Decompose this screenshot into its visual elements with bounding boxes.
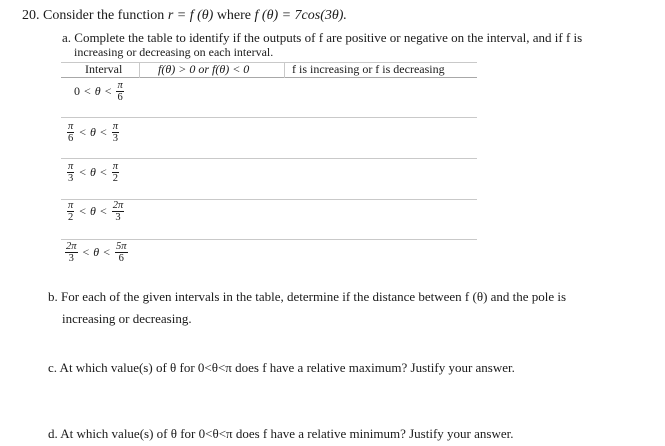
- fraction-numerator: π: [68, 121, 74, 132]
- part-b-line1: b. For each of the given intervals in the table, determine if the distance between f (θ) and the pole is: [48, 289, 567, 304]
- part-a-line1: a. Complete the table to identify if the outputs of f are positive or negative on the interval, and if f is: [62, 30, 583, 45]
- fraction-denominator: 3: [112, 133, 118, 144]
- interval-right-fraction: [112, 161, 119, 184]
- fraction-denominator: 3: [115, 212, 121, 223]
- less-than-symbol: <: [99, 165, 107, 179]
- fraction-numerator: 2π: [66, 241, 77, 252]
- header-interval: Interval: [85, 62, 123, 76]
- header-sign: f(θ) > 0 or f(θ) < 0: [158, 62, 250, 76]
- less-than-symbol: <: [79, 125, 87, 139]
- row-divider: [61, 158, 477, 159]
- interval-left-fraction: [67, 161, 74, 184]
- fraction-numerator: 2π: [112, 200, 124, 211]
- part-a-line2: increasing or decreasing on each interval.: [74, 45, 274, 59]
- fraction-denominator: 6: [68, 133, 74, 144]
- fraction-numerator: π: [112, 121, 118, 132]
- function-definition: r = f (θ): [167, 8, 214, 23]
- interval-left-value: 0: [74, 84, 80, 98]
- fraction-denominator: 3: [68, 173, 74, 184]
- less-than-symbol: <: [79, 204, 87, 218]
- fraction-denominator: 2: [68, 212, 74, 223]
- less-than-symbol: <: [103, 245, 110, 259]
- problem-statement: [22, 8, 347, 24]
- function-rule: f (θ) = 7cos(3θ).: [254, 8, 347, 23]
- less-than-symbol: <: [104, 84, 112, 98]
- part-b-line2: increasing or decreasing.: [62, 311, 192, 326]
- fraction-numerator: π: [68, 200, 74, 211]
- table-row: [74, 80, 125, 103]
- table-row: [66, 161, 120, 184]
- column-divider: [139, 62, 140, 78]
- fraction-denominator: 6: [118, 253, 124, 264]
- row-divider: [61, 117, 477, 118]
- column-divider: [284, 62, 285, 78]
- less-than-symbol: <: [84, 84, 91, 98]
- table-row: [66, 121, 120, 144]
- interval-right-fraction: [112, 200, 125, 223]
- table-header-border: [61, 77, 477, 78]
- fraction-denominator: 3: [68, 253, 74, 264]
- fraction-denominator: 2: [112, 173, 118, 184]
- interval-right-fraction: [112, 121, 119, 144]
- fraction-numerator: 5π: [115, 241, 127, 252]
- row-divider: [61, 239, 477, 240]
- interval-left-fraction: [67, 121, 74, 144]
- fraction-numerator: π: [112, 161, 118, 172]
- table-row: [66, 200, 125, 223]
- theta-symbol: θ: [90, 204, 96, 218]
- fraction-denominator: 6: [117, 92, 123, 103]
- interval-left-fraction: [67, 200, 74, 223]
- fraction-numerator: π: [117, 80, 123, 91]
- part-c-question: c. At which value(s) of θ for 0<θ<π does f have a relative maximum? Justify your answer.: [48, 360, 515, 375]
- less-than-symbol: <: [82, 245, 90, 259]
- where-word: where: [216, 8, 252, 23]
- theta-symbol: θ: [94, 84, 101, 98]
- theta-symbol: θ: [90, 165, 96, 179]
- header-behavior: f is increasing or f is decreasing: [292, 62, 445, 76]
- less-than-symbol: <: [99, 125, 107, 139]
- theta-symbol: θ: [90, 125, 96, 139]
- part-d-question: d. At which value(s) of θ for 0<θ<π does f have a relative minimum? Justify your answer.: [48, 426, 514, 441]
- interval-right-fraction: [116, 80, 123, 103]
- table-row: [64, 241, 129, 264]
- theta-symbol: θ: [93, 245, 100, 259]
- interval-left-fraction: [65, 241, 78, 264]
- fraction-numerator: π: [68, 161, 74, 172]
- problem-intro: Consider the function: [43, 8, 165, 23]
- less-than-symbol: <: [79, 165, 87, 179]
- problem-number: 20.: [22, 8, 40, 23]
- less-than-symbol: <: [99, 204, 107, 218]
- interval-right-fraction: [115, 241, 128, 264]
